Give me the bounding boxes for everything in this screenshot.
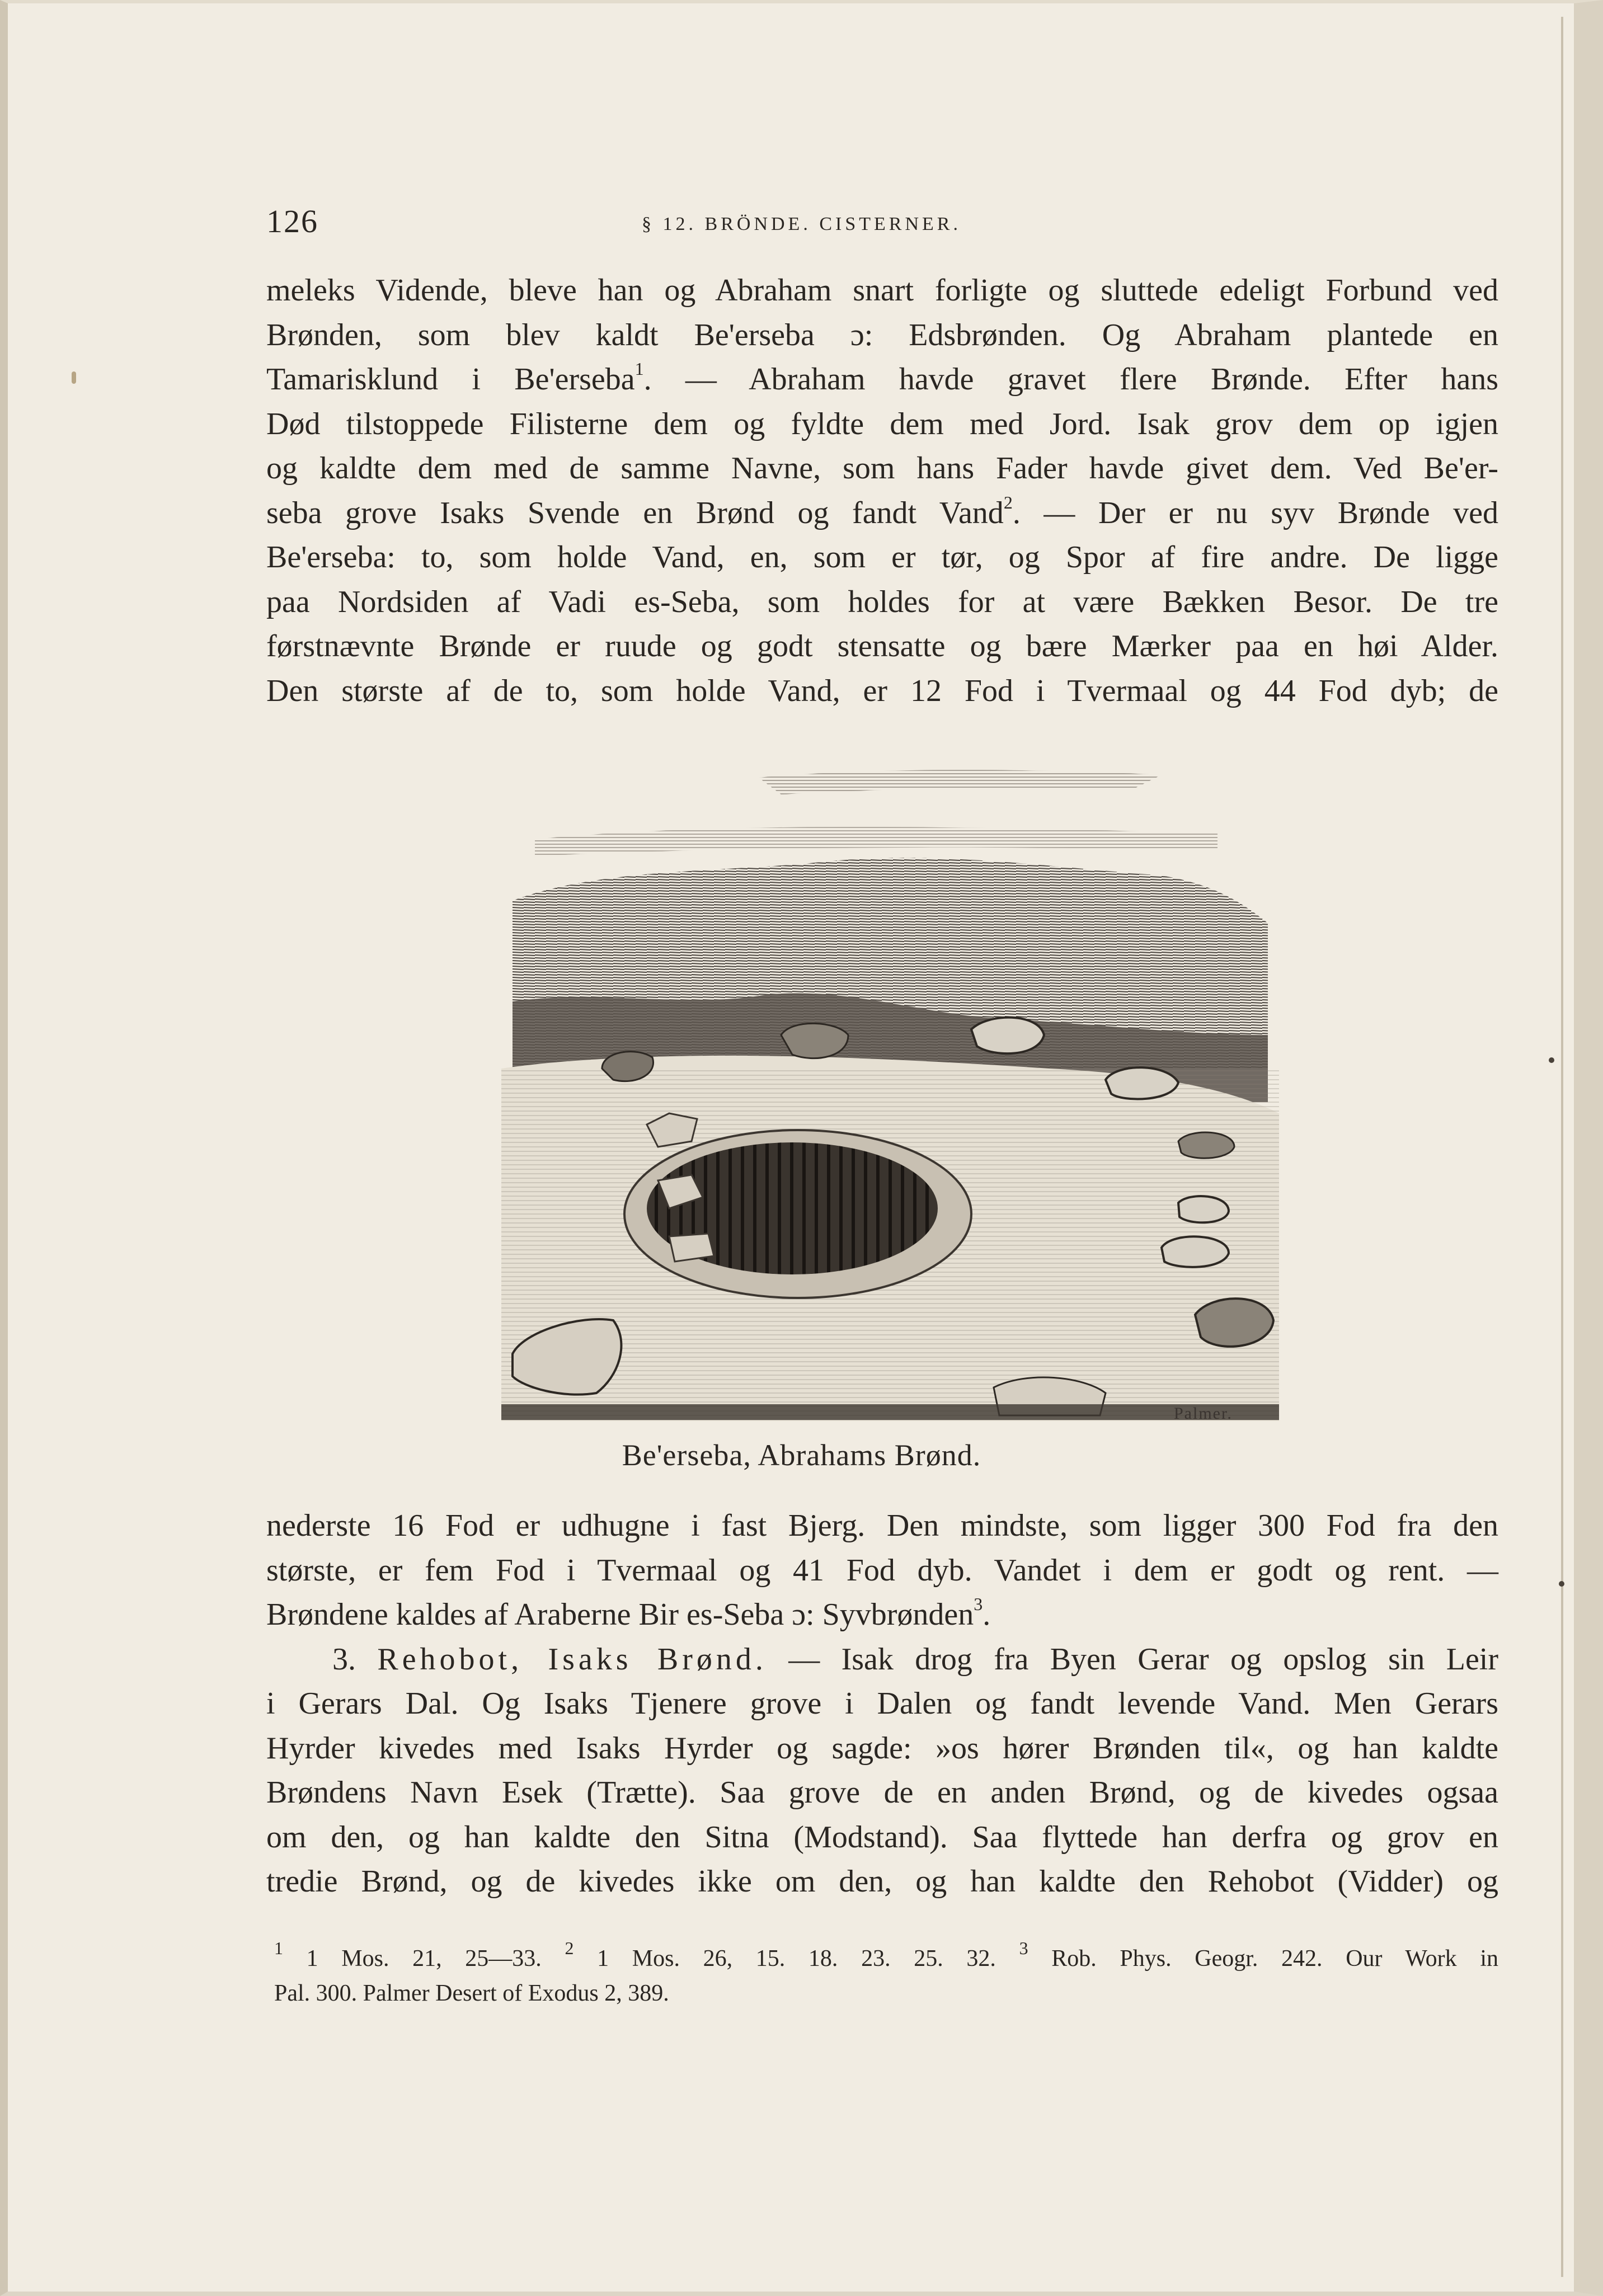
- text-line: tredie Brønd, og de kivedes ikke om den, og han kaldte den Rehobot (Vidder) og: [266, 1864, 1498, 1899]
- text-line: førstnævnte Brønde er ruude og godt stensatte og bære Mærker paa en høi Alder.: [266, 629, 1498, 664]
- boulder: [1195, 1298, 1273, 1347]
- footnote-1: $^1$ 1 Mos. 21, 25—33.: [274, 1938, 542, 1972]
- text-line: Brønden, som blev kaldt Be'erseba ɔ: Edsbrønden. Og Abraham plantede en: [266, 317, 1498, 352]
- margin-stain: [72, 371, 76, 384]
- footnote-2: $^2$ 1 Mos. 26, 15. 18. 23. 25. 32.: [565, 1938, 996, 1972]
- footnotes: [274, 1938, 1498, 2011]
- footnote-ref-2: 2: [1003, 492, 1013, 512]
- footnote-3: $^3$ Rob. Phys. Geogr. 242. Our Work in: [1019, 1938, 1498, 1972]
- footnote-line: [274, 1938, 1498, 1976]
- text-block-1: [266, 269, 1498, 713]
- boulder: [781, 1023, 848, 1058]
- text-line: Den største af de to, som holde Vand, er 12 Fod i Tvermaal og 44 Fod dyb; de: [266, 673, 1498, 708]
- text-line: i Gerars Dal. Og Isaks Tjenere grove i Dalen og fandt levende Vand. Men Gerars: [266, 1686, 1498, 1721]
- boulder: [1178, 1132, 1234, 1158]
- margin-speck: [1559, 1581, 1564, 1587]
- text-line: paa Nordsiden af Vadi es-Seba, som holdes for at være Bækken Besor. De tre: [266, 584, 1498, 619]
- text-line: Tamarisklund i Be'erseba$^1$. — Abraham havde gravet flere Brønde. Efter hans: [266, 359, 1498, 397]
- text-line: og kaldte dem med de samme Navne, som hans Fader havde givet dem. Ved Be'er-: [266, 451, 1498, 486]
- text-line: største, er fem Fod i Tvermaal og 41 Fod dyb. Vandet i dem er godt og rent. —: [266, 1552, 1498, 1588]
- foreground-shadow: [501, 1404, 1279, 1420]
- page-fold-line: [1561, 17, 1563, 2277]
- running-head: § 12. BRÖNDE. CISTERNER.: [642, 214, 961, 234]
- text-line: seba grove Isaks Svende en Brønd og fandt Vand$^2$. — Der er nu syv Brønde ved: [266, 492, 1499, 530]
- text-block-2: [266, 1504, 1498, 1904]
- text-line: Brøndene kaldes af Araberne Bir es-Seba ɔ: Syvbrønden$^3$.: [266, 1594, 991, 1632]
- text-line: Hyrder kivedes med Isaks Hyrder og sagde: »os hører Brønden til«, og han kaldte: [266, 1730, 1498, 1766]
- sky-cloud-band: [759, 770, 1162, 794]
- text-line: Be'erseba: to, som holde Vand, en, som er tør, og Spor af fire andre. De ligge: [266, 540, 1498, 575]
- footnote-ref-1: 1: [634, 359, 644, 379]
- text-line: nederste 16 Fod er udhugne i fast Bjerg. Den mindste, som ligger 300 Fod fra den: [266, 1508, 1498, 1543]
- engraver-signature: Palmer.: [1174, 1404, 1233, 1423]
- footnote-line: Pal. 300. Palmer Desert of Exodus 2, 389.: [274, 1980, 669, 2006]
- section-heading-line: 3. Rehobot, Isaks Brønd. — Isak drog fra Byen Gerar og opslog sin Leir: [332, 1641, 1499, 1677]
- figure-caption: Be'erseba, Abrahams Brønd.: [622, 1438, 981, 1472]
- stone-trough: [1106, 1067, 1178, 1099]
- sky-haze-band: [535, 827, 1217, 856]
- margin-speck: [1549, 1057, 1554, 1063]
- stone-trough: [971, 1018, 1044, 1054]
- text-line: om den, og han kaldte den Sitna (Modstand). Saa flyttede han derfra og grov en: [266, 1819, 1498, 1855]
- well-engraving-illustration: [490, 755, 1287, 1427]
- text-line: meleks Vidende, bleve han og Abraham snart forligte og sluttede edeligt Forbund ved: [266, 273, 1498, 308]
- text-line: Død tilstoppede Filisterne dem og fyldte dem med Jord. Isak grov dem op igjen: [266, 406, 1498, 441]
- text-line: Brøndens Navn Esek (Trætte). Saa grove de en anden Brønd, og de kivedes ogsaa: [266, 1775, 1498, 1810]
- footnote-ref-3: 3: [974, 1594, 983, 1615]
- page-number: 126: [266, 203, 318, 239]
- section-title: Rehobot, Isaks Brønd.: [377, 1641, 767, 1677]
